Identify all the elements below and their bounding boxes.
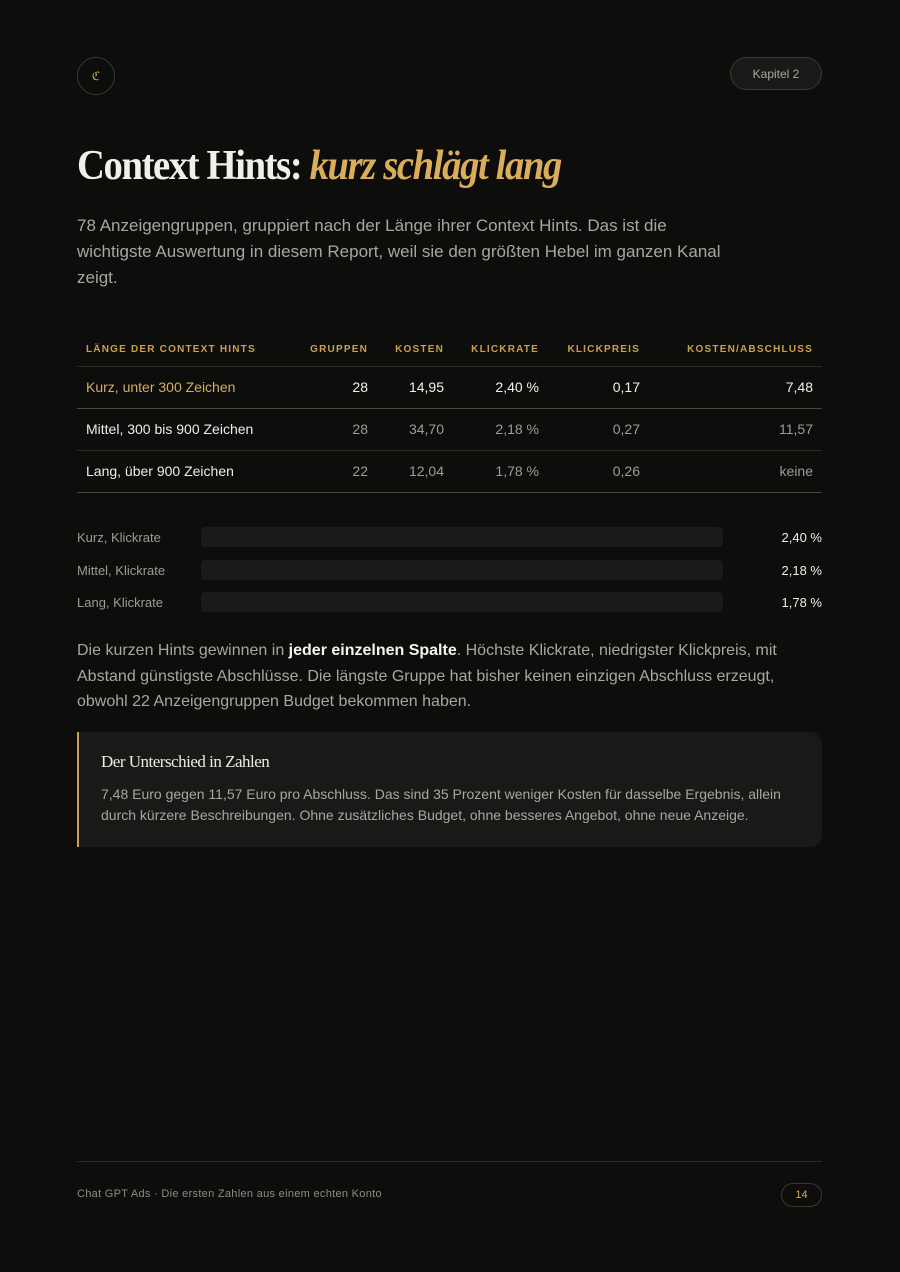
bar-value: 1,78 % [781, 594, 822, 610]
intro-paragraph: 78 Anzeigengruppen, gruppiert nach der Länge ihrer Context Hints. Das ist die wichtigste Auswertung in diesem Report, weil sie den größten Hebel im ganzen Kanal zeigt. [77, 216, 721, 287]
col-header-costs: KOSTEN [377, 333, 453, 366]
cell-cpc: 0,17 [548, 366, 649, 408]
chapter-badge: Kapitel 2 [730, 57, 822, 90]
body-before: Die kurzen Hints gewinnen in [77, 642, 289, 659]
bar-track [201, 592, 723, 612]
col-header-cpc: KLICKPREIS [548, 333, 649, 366]
callout-title: Der Unterschied in Zahlen [101, 752, 270, 771]
cell-cpa: 7,48 [649, 366, 822, 408]
bar-value: 2,40 % [781, 529, 822, 545]
table-row [77, 450, 822, 492]
cell-costs: 12,04 [377, 450, 453, 492]
page-number-badge: 14 [781, 1183, 822, 1207]
bar-row-medium [77, 560, 822, 580]
col-header-groups: GRUPPEN [299, 333, 377, 366]
body-paragraph [77, 638, 797, 715]
bar-track [201, 560, 723, 580]
bar-label: Mittel, Klickrate [77, 562, 166, 578]
bar-row-short [77, 527, 822, 547]
logo-icon: ℭ [77, 57, 115, 95]
cell-cpa: keine [649, 450, 822, 492]
bar-fill [201, 592, 588, 612]
title-main: Context Hints: [77, 143, 310, 189]
cell-cpa: 11,57 [649, 408, 822, 450]
callout-box [77, 732, 822, 847]
cell-cpc: 0,26 [548, 450, 649, 492]
cell-ctr: 1,78 % [453, 450, 548, 492]
cell-cpc: 0,27 [548, 408, 649, 450]
cell-length: Lang, über 900 Zeichen [77, 450, 299, 492]
callout-text: 7,48 Euro gegen 11,57 Euro pro Abschluss. Das sind 35 Prozent weniger Kosten für dasselbe Ergebnis, allein durch kürzere Beschreibungen. Ohne zusätzliches Budget, ohne besseres Angebot, ohne neue Anzeige. [101, 786, 781, 823]
cell-groups: 28 [299, 366, 377, 408]
bar-fill [201, 527, 723, 547]
cell-groups: 28 [299, 408, 377, 450]
body-after: . Höchste Klickrate, niedrigster Klickpreis, mit Abstand günstigste Abschlüsse. Die längste Gruppe hat bisher keinen einzigen Abschluss erzeugt, obwohl 22 Anzeigengruppen Budget bekommen haben. [77, 642, 777, 710]
table-row [77, 408, 822, 450]
bar-fill [201, 560, 675, 580]
bar-label: Lang, Klickrate [77, 594, 163, 610]
col-header-length: LÄNGE DER CONTEXT HINTS [77, 333, 299, 366]
context-hints-table [77, 333, 822, 493]
cell-groups: 22 [299, 450, 377, 492]
table-row [77, 366, 822, 408]
cell-costs: 14,95 [377, 366, 453, 408]
table-header-row [77, 333, 822, 366]
cell-ctr: 2,40 % [453, 366, 548, 408]
bar-label: Kurz, Klickrate [77, 529, 161, 545]
col-header-cpa: KOSTEN/ABSCHLUSS [649, 333, 822, 366]
bar-value: 2,18 % [781, 562, 822, 578]
cell-length: Kurz, unter 300 Zeichen [77, 366, 299, 408]
bar-track [201, 527, 723, 547]
footer-divider [77, 1161, 822, 1162]
footer-text: Chat GPT Ads · Die ersten Zahlen aus einem echten Konto [77, 1188, 382, 1200]
body-emphasis: jeder einzelnen Spalte [288, 642, 457, 659]
cell-ctr: 2,18 % [453, 408, 548, 450]
title-accent: kurz schlägt lang [309, 143, 562, 189]
cell-length: Mittel, 300 bis 900 Zeichen [77, 408, 299, 450]
cell-costs: 34,70 [377, 408, 453, 450]
col-header-ctr: KLICKRATE [453, 333, 548, 366]
bar-row-long [77, 592, 822, 612]
page-title [77, 142, 561, 190]
